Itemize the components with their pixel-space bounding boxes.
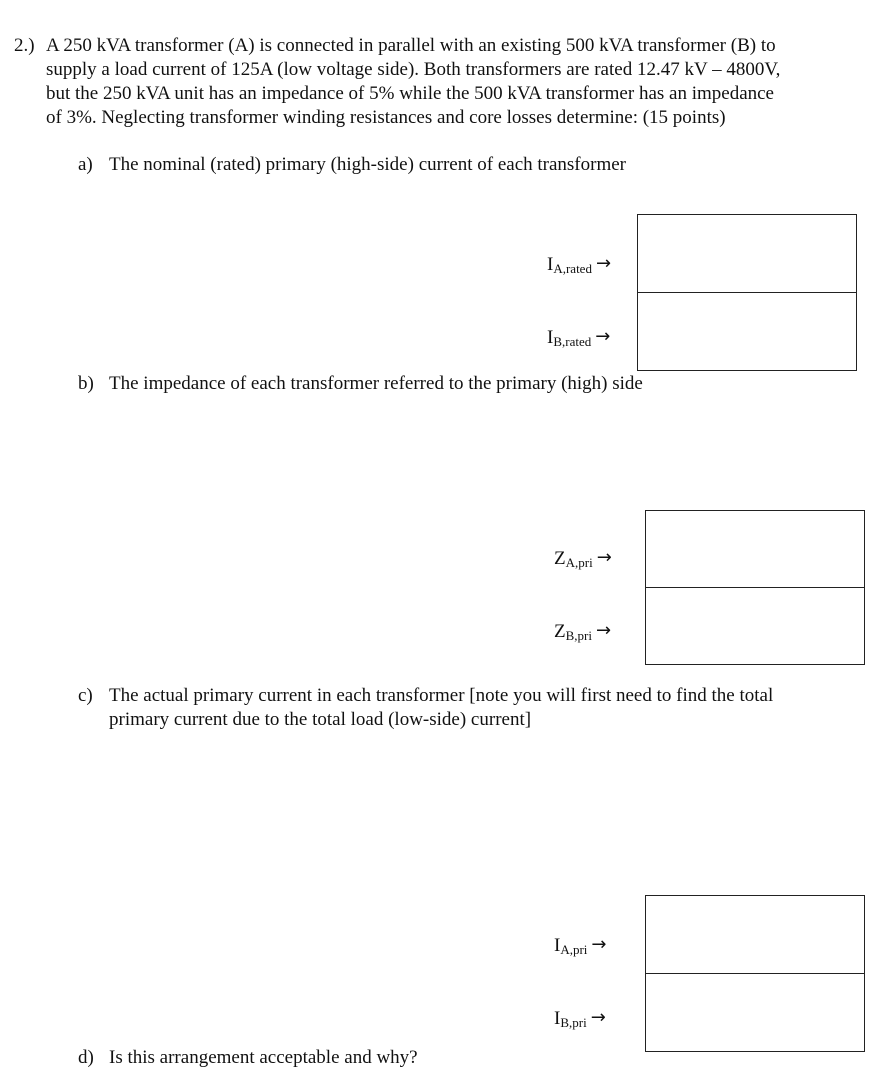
z-b-pri-label <box>554 620 611 645</box>
z-a-pri-label <box>554 547 612 572</box>
i-b-pri-subscript: B,pri <box>560 1015 587 1030</box>
i-a-rated-answer-box[interactable] <box>637 214 857 293</box>
z-a-pri-symbol: Z <box>554 548 566 569</box>
i-b-rated-subscript: B,rated <box>553 334 592 349</box>
right-arrow-icon: → <box>590 1007 606 1028</box>
z-b-pri-subscript: B,pri <box>565 628 592 643</box>
i-b-rated-label <box>547 326 610 351</box>
i-b-rated-answer-box[interactable] <box>637 292 857 371</box>
right-arrow-icon: → <box>595 620 612 641</box>
i-b-pri-answer-box[interactable] <box>645 973 865 1052</box>
right-arrow-icon: → <box>595 253 612 274</box>
i-a-rated-symbol: I <box>547 254 554 275</box>
problem-line-1: A 250 kVA transformer (A) is connected in parallel with an existing 500 kVA transformer (B) to <box>46 35 776 56</box>
i-a-pri-subscript: A,pri <box>560 942 588 957</box>
problem-line-4: of 3%. Neglecting transformer winding resistances and core losses determine: (15 points) <box>46 107 726 128</box>
problem-line-2: supply a load current of 125A (low voltage side). Both transformers are rated 12.47 kV – 4800V, <box>46 59 781 80</box>
problem-line-3: but the 250 kVA unit has an impedance of 5% while the 500 kVA transformer has an impedance <box>46 83 774 104</box>
z-a-pri-answer-box[interactable] <box>645 510 865 588</box>
part-c-label: c) <box>78 685 93 706</box>
z-b-pri-symbol: Z <box>554 621 566 642</box>
i-a-pri-label <box>554 934 607 959</box>
part-a-label: a) <box>78 154 93 175</box>
part-b-label: b) <box>78 373 94 394</box>
part-b-text: The impedance of each transformer referred to the primary (high) side <box>109 373 643 394</box>
part-d-text: Is this arrangement acceptable and why? <box>109 1047 418 1068</box>
right-arrow-icon: → <box>596 547 612 568</box>
i-a-rated-subscript: A,rated <box>553 261 592 276</box>
right-arrow-icon: → <box>595 326 611 347</box>
i-b-pri-symbol: I <box>554 1008 561 1029</box>
i-b-rated-symbol: I <box>547 327 554 348</box>
part-c-text-line-1: The actual primary current in each transformer [note you will first need to find the total <box>109 685 774 706</box>
i-a-rated-label <box>547 253 611 278</box>
part-c-text-line-2: primary current due to the total load (low-side) current] <box>109 709 532 730</box>
right-arrow-icon: → <box>591 934 607 955</box>
problem-number: 2.) <box>14 35 35 56</box>
part-a-text: The nominal (rated) primary (high-side) current of each transformer <box>109 154 626 175</box>
part-d-label: d) <box>78 1047 94 1068</box>
i-b-pri-label <box>554 1007 606 1032</box>
i-a-pri-symbol: I <box>554 935 561 956</box>
i-a-pri-answer-box[interactable] <box>645 895 865 974</box>
z-b-pri-answer-box[interactable] <box>645 587 865 665</box>
z-a-pri-subscript: A,pri <box>565 555 593 570</box>
